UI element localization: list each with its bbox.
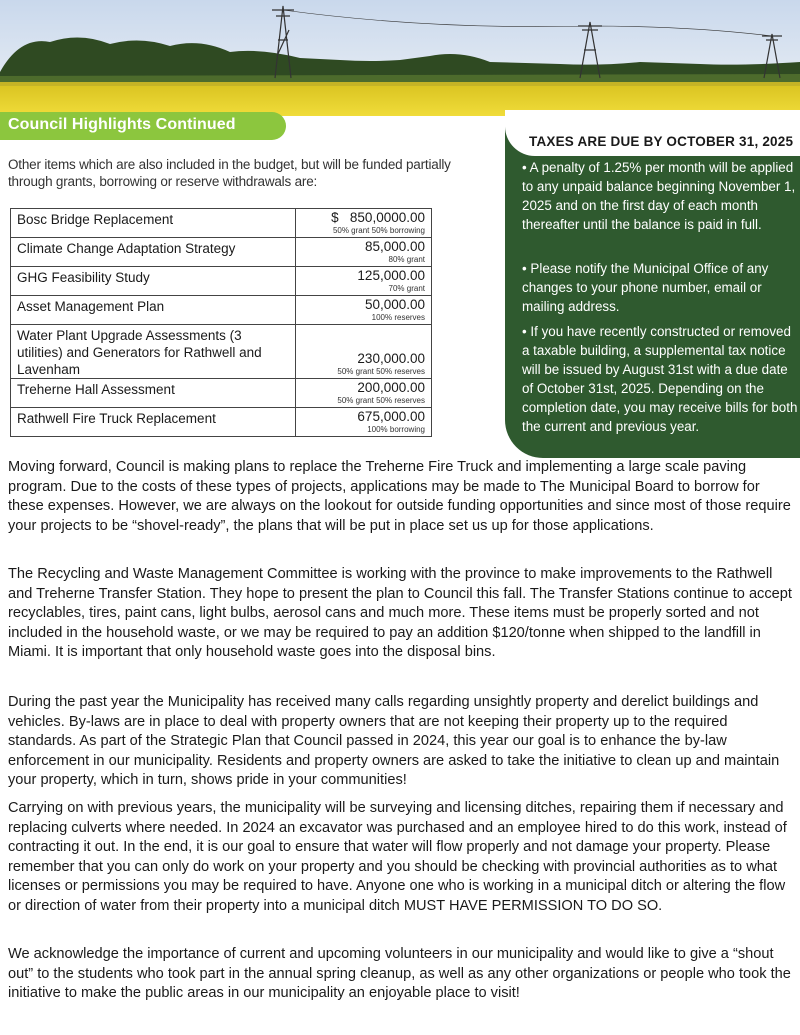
budget-amount: 200,000.00	[357, 380, 425, 395]
table-row	[11, 408, 432, 437]
budget-intro: Other items which are also included in the budget, but will be funded partially through grants, borrowing or reserve withdrawals are:	[8, 157, 451, 189]
budget-note: 50% grant 50% reserves	[337, 367, 425, 376]
budget-note: 70% grant	[388, 284, 425, 293]
canola-field-image	[0, 0, 800, 116]
budget-amount-cell	[296, 209, 432, 238]
budget-amount-cell	[296, 267, 432, 296]
taxes-item-penalty: • A penalty of 1.25% per month will be applied to any unpaid balance beginning November 1, 2025 and on the first day of each month thereafter until the balance is paid in full.	[522, 160, 796, 232]
budget-amount: 230,000.00	[357, 351, 425, 366]
budget-item: Asset Management Plan	[11, 296, 296, 325]
paragraph-ditches: Carrying on with previous years, the municipality will be surveying and licensing ditches, repairing them if necessary and replacing culverts where needed. In 2024 an excavator was purchased and an employee hired to do this work, instead of contracting it out. In the end, it is our goal to ensure that water will flow properly and not damage your property. Please remember that you can only do work on your property and you should be checking with provincial authorities as to what licenses or permissions you may be required to have. Anyone one who is working in a municipal ditch or altering the flow or direction of water from their property into a municipal ditch MUST HAVE PERMISSION TO DO SO.	[8, 800, 787, 914]
budget-amount: 125,000.00	[357, 268, 425, 283]
budget-item: Water Plant Upgrade Assessments (3 utilities) and Generators for Rathwell and Lavenham	[11, 325, 296, 379]
paragraph-recycling: The Recycling and Waste Management Committee is working with the province to make improvements to the Rathwell and Treherne Transfer Station. They hope to present the plan to Council this fall. The Transfer Stations continue to accept recyclables, tires, paint cans, light bulbs, aerosol cans and much more. These items must be properly sorted and not included in the household waste, or we may be required to pay an addition $120/tonne when shipped to the landfill in Miami. It is important that only household waste goes into the disposal bins.	[8, 566, 792, 661]
paragraph-volunteers: We acknowledge the importance of current and upcoming volunteers in our municipality and would like to give a “shout out” to the students who took part in the annual spring cleanup, as well as any other organizations or people who took the initiative to make the public areas in our municipality an enjoyable place to visit!	[8, 946, 791, 1002]
budget-item: Bosc Bridge Replacement	[11, 209, 296, 238]
table-row	[11, 267, 432, 296]
table-row	[11, 296, 432, 325]
budget-amount-cell	[296, 408, 432, 437]
budget-amount-cell	[296, 379, 432, 408]
table-row	[11, 379, 432, 408]
budget-note: 80% grant	[388, 255, 425, 264]
budget-note: 100% borrowing	[367, 425, 425, 434]
section-title: Council Highlights Continued	[8, 116, 236, 133]
taxes-item-notify: • Please notify the Municipal Office of any changes to your phone number, email or mailing address.	[522, 261, 769, 314]
budget-note: 50% grant 50% reserves	[337, 396, 425, 405]
taxes-header-bg	[505, 110, 800, 156]
budget-amount: 675,000.00	[357, 409, 425, 424]
budget-note: 100% reserves	[371, 313, 425, 322]
taxes-title: TAXES ARE DUE BY OCTOBER 31, 2025	[529, 134, 794, 149]
paragraph-fire-truck: Moving forward, Council is making plans to replace the Treherne Fire Truck and implementing a large scale paving program. Due to the costs of these types of projects, applications may be made to The Municipal Board to borrow for these expenses. However, we are always on the lookout for outside funding opportunities and since most of those require your projects to be “shovel-ready”, the plans that will be put in place set us up for those applications.	[8, 459, 791, 534]
table-row	[11, 209, 432, 238]
budget-item: Climate Change Adaptation Strategy	[11, 238, 296, 267]
budget-amount: 50,000.00	[364, 297, 425, 312]
section-title-banner	[0, 112, 286, 140]
budget-amount-cell	[296, 325, 432, 379]
budget-amount: 85,000.00	[364, 239, 425, 254]
budget-item: Rathwell Fire Truck Replacement	[11, 408, 296, 437]
budget-amount-cell	[296, 238, 432, 267]
budget-item: GHG Feasibility Study	[11, 267, 296, 296]
table-row	[11, 325, 432, 379]
budget-item: Treherne Hall Assessment	[11, 379, 296, 408]
budget-note: 50% grant 50% borrowing	[332, 226, 425, 235]
taxes-item-supplemental: • If you have recently constructed or removed a taxable building, a supplemental tax notice will be issued by August 31st with a due date of October 31st, 2025. Depending on the completion date, you may receive bills for both the current and previous year.	[522, 324, 798, 434]
budget-amount-cell	[296, 296, 432, 325]
paragraph-bylaw: During the past year the Municipality has received many calls regarding unsightly property and derelict buildings and vehicles. By-laws are in place to deal with property owners that are not keeping their property up to the required standards. As part of the Strategic Plan that Council passed in 2024, this year our goal is to enhance the by-law enforcement in our municipality. Residents and property owners are asked to take the initiative to clean up and maintain your property, which in turn, shows pride in your communities!	[8, 694, 780, 789]
header-photo	[0, 0, 800, 116]
taxes-panel	[505, 110, 800, 458]
table-row	[11, 238, 432, 267]
budget-table	[10, 208, 432, 437]
budget-amount: $ 850,0000.00	[331, 210, 425, 225]
